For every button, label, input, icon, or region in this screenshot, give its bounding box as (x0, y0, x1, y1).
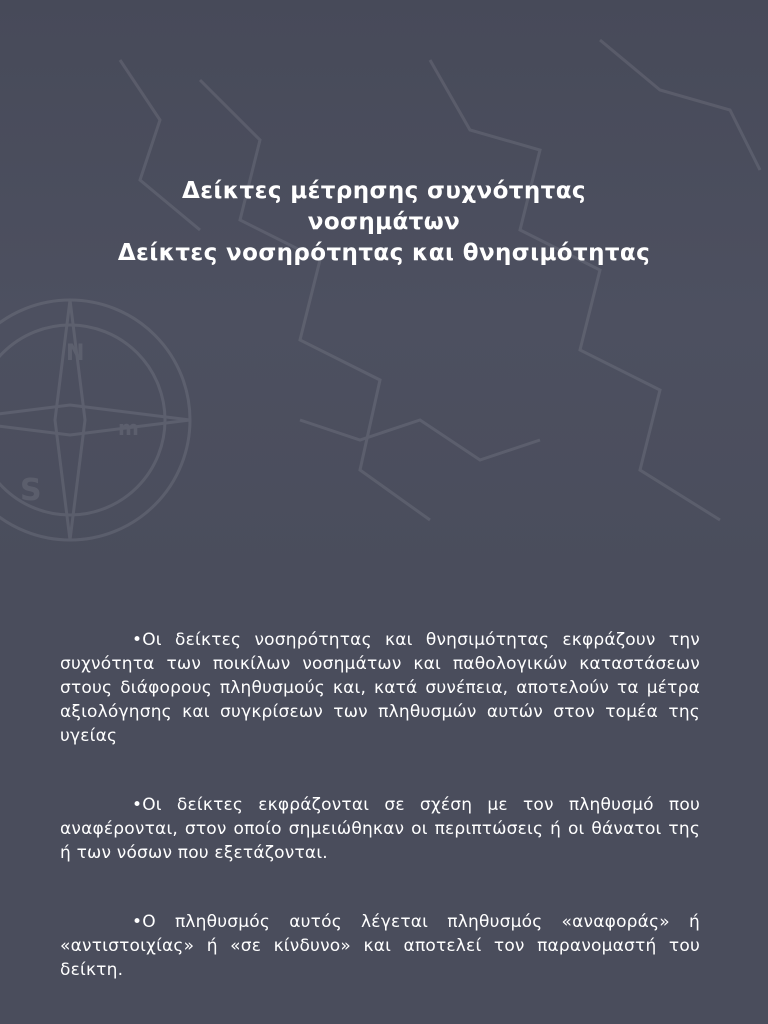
title-line-3: Δείκτες νοσηρότητας και θνησιμότητας (117, 240, 651, 266)
bullet-item-1: •Οι δείκτες νοσηρότητας και θνησιμότητας εκφράζουν την συχνότητα των ποικίλων νοσημάτων και παθολογικών καταστάσεων στους διάφορους πληθυσμούς και, κατά συνέπεια, αποτελούν τα μέτρα αξιολόγησης και συγκρίσεων των πληθυσμών αυτών στον τομέα της υγείας (60, 630, 700, 746)
svg-text:S: S (20, 473, 42, 508)
title-line-1: Δείκτες μέτρησης συχνότητας (182, 178, 586, 204)
svg-text:m: m (118, 416, 139, 440)
title-line-2: νοσημάτων (307, 209, 461, 235)
slide-title (40, 176, 728, 269)
bullet-item-3: •Ο πληθυσμός αυτός λέγεται πληθυσμός «αναφοράς» ή «αντιστοιχίας» ή «σε κίνδυνο» και αποτελεί τον παρανομαστή του δείκτη. (60, 912, 700, 980)
content-slide (0, 576, 768, 1024)
bullet-list (60, 628, 700, 982)
bullet-item-2: •Οι δείκτες εκφράζονται σε σχέση με τον πληθυσμό που αναφέρονται, στον οποίο σημειώθηκαν οι περιπτώσεις ή οι θάνατοι της ή των νόσων που εξετάζονται. (60, 795, 700, 863)
svg-text:N: N (66, 341, 85, 366)
